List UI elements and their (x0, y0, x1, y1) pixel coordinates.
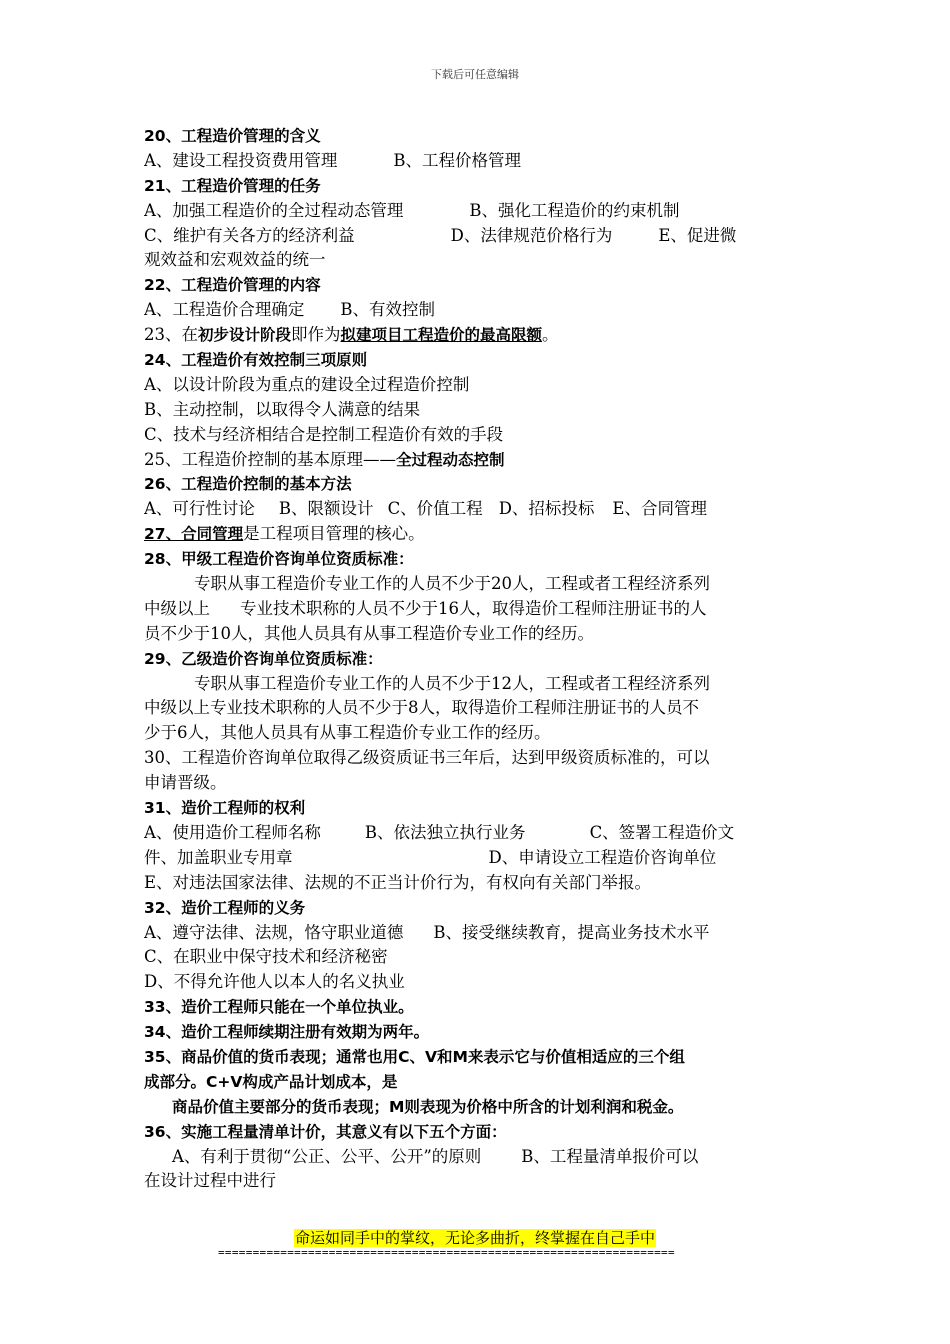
item-26 (144, 497, 808, 522)
option-31c-cont: 件、加盖职业专用章 (144, 847, 293, 867)
heading-21: 21、工程造价管理的任务 (144, 176, 321, 195)
text-28-line1: 专职从事工程造价专业工作的人员不少于20人，工程或者工程经济系列 (194, 574, 710, 594)
option-36a: A、有利于贯彻“公正、公平、公开”的原则 (172, 1146, 482, 1166)
item-20 (144, 149, 808, 174)
item-22 (144, 298, 808, 323)
option-21d: D、法律规范价格行为 (450, 225, 613, 245)
footer-motto-text: 命运如同手中的掌纹，无论多曲折，终掌握在自己手中 (294, 1229, 655, 1247)
option-26a: A、可行性讨论 (144, 499, 255, 519)
text-23-p3: 即作为 (291, 325, 341, 345)
option-26e: E、合同管理 (612, 499, 707, 519)
option-24c: C、技术与经济相结合是控制工程造价有效的手段 (144, 424, 504, 444)
text-23-p1: 23、在 (144, 325, 198, 345)
item-21-row1 (144, 199, 808, 224)
text-28-line2b: 专业技术职称的人员不少于16人，取得造价工程师注册证书的人 (240, 598, 707, 618)
option-32c: C、在职业中保守技术和经济秘密 (144, 947, 388, 967)
page-header: 下载后可任意编辑 (431, 68, 519, 81)
item-31-row1 (144, 821, 808, 846)
text-23-p4: 拟建项目工程造价的最高限额 (340, 326, 543, 345)
heading-35-line2: 成部分。C+V构成产品计划成本，是 (144, 1072, 398, 1091)
text-30-line1: 30、工程造价咨询单位取得乙级资质证书三年后，达到甲级资质标准的，可以 (144, 748, 710, 768)
item-25 (144, 448, 808, 473)
option-31a: A、使用造价工程师名称 (144, 822, 321, 842)
text-27-p2: 是工程项目管理的核心。 (243, 524, 425, 544)
option-31d: D、申请设立工程造价咨询单位 (488, 847, 717, 867)
option-22a: A、工程造价合理确定 (144, 300, 305, 320)
text-29-line2: 中级以上专业技术职称的人员不少于8人，取得造价工程师注册证书的人员不 (144, 698, 699, 718)
footer-rule: ================================================================== (218, 1246, 675, 1259)
option-24b: B、主动控制，以取得令人满意的结果 (144, 399, 421, 419)
heading-32: 32、造价工程师的义务 (144, 898, 306, 917)
option-31b: B、依法独立执行业务 (364, 822, 526, 842)
text-23-p5: 。 (542, 325, 559, 345)
heading-33: 33、造价工程师只能在一个单位执业。 (144, 998, 414, 1017)
option-21b: B、强化工程造价的约束机制 (469, 200, 680, 220)
item-21-row2 (144, 224, 808, 249)
text-23-p2: 初步设计阶段 (198, 326, 292, 345)
text-27-p1: 27、合同管理 (144, 525, 244, 544)
option-32b: B、接受继续教育，提高业务技术水平 (433, 922, 710, 942)
text-30-line2: 申请晋级。 (144, 773, 227, 793)
item-36-row1 (144, 1145, 808, 1170)
heading-36: 36、实施工程量清单计价，其意义有以下五个方面： (144, 1122, 507, 1141)
footer-motto (0, 1227, 950, 1248)
heading-29: 29、乙级造价咨询单位资质标准： (144, 649, 383, 668)
option-26b: B、限额设计 (278, 499, 374, 519)
option-32a: A、遵守法律、法规，恪守职业道德 (144, 922, 404, 942)
item-21-row3: 观效益和宏观效益的统一 (144, 250, 326, 270)
option-26c: C、价值工程 (387, 499, 483, 519)
option-26d: D、招标投标 (498, 499, 595, 519)
heading-31: 31、造价工程师的权利 (144, 799, 306, 818)
heading-28: 28、甲级工程造价咨询单位资质标准： (144, 550, 414, 569)
option-31c: C、签署工程造价文 (589, 822, 735, 842)
option-21e: E、促进微 (658, 225, 737, 245)
heading-35-line1: 35、商品价值的货币表现；通常也用C、V和M来表示它与价值相适应的三个组 (144, 1047, 685, 1066)
text-29-line1: 专职从事工程造价专业工作的人员不少于12人，工程或者工程经济系列 (194, 673, 710, 693)
text-28-line2a: 中级以上 (144, 598, 210, 618)
option-22b: B、有效控制 (340, 300, 436, 320)
item-32-row1 (144, 921, 808, 946)
option-21a: A、加强工程造价的全过程动态管理 (144, 200, 404, 220)
option-31e: E、对违法国家法律、法规的不正当计价行为，有权向有关部门举报。 (144, 872, 652, 892)
text-29-line3: 少于6人，其他人员具有从事工程造价专业工作的经历。 (144, 723, 551, 743)
text-28-line2 (144, 597, 808, 622)
item-23 (144, 323, 808, 348)
item-27 (144, 522, 808, 547)
text-25-p2: 全过程动态控制 (396, 450, 505, 469)
document-body (144, 124, 808, 1194)
item-31-row2 (144, 846, 808, 871)
heading-26: 26、工程造价控制的基本方法 (144, 475, 352, 494)
option-20b: B、工程价格管理 (393, 150, 522, 170)
heading-22: 22、工程造价管理的内容 (144, 276, 321, 295)
text-28-line3: 员不少于10人，其他人员具有从事工程造价专业工作的经历。 (144, 623, 594, 643)
heading-35-line3: 商品价值主要部分的货币表现；M则表现为价格中所含的计划利润和税金。 (172, 1097, 684, 1116)
option-32d: D、不得允许他人以本人的名义执业 (144, 972, 405, 992)
heading-20: 20、工程造价管理的含义 (144, 127, 321, 145)
text-25-p1: 25、工程造价控制的基本原理—— (144, 449, 396, 469)
heading-34: 34、造价工程师续期注册有效期为两年。 (144, 1023, 430, 1042)
option-20a: A、建设工程投资费用管理 (144, 150, 338, 170)
option-24a: A、以设计阶段为重点的建设全过程造价控制 (144, 374, 470, 394)
option-21c: C、维护有关各方的经济利益 (144, 225, 355, 245)
heading-24: 24、工程造价有效控制三项原则 (144, 351, 368, 370)
option-36b-cont: 在设计过程中进行 (144, 1171, 276, 1191)
option-36b: B、工程量清单报价可以 (521, 1146, 699, 1166)
